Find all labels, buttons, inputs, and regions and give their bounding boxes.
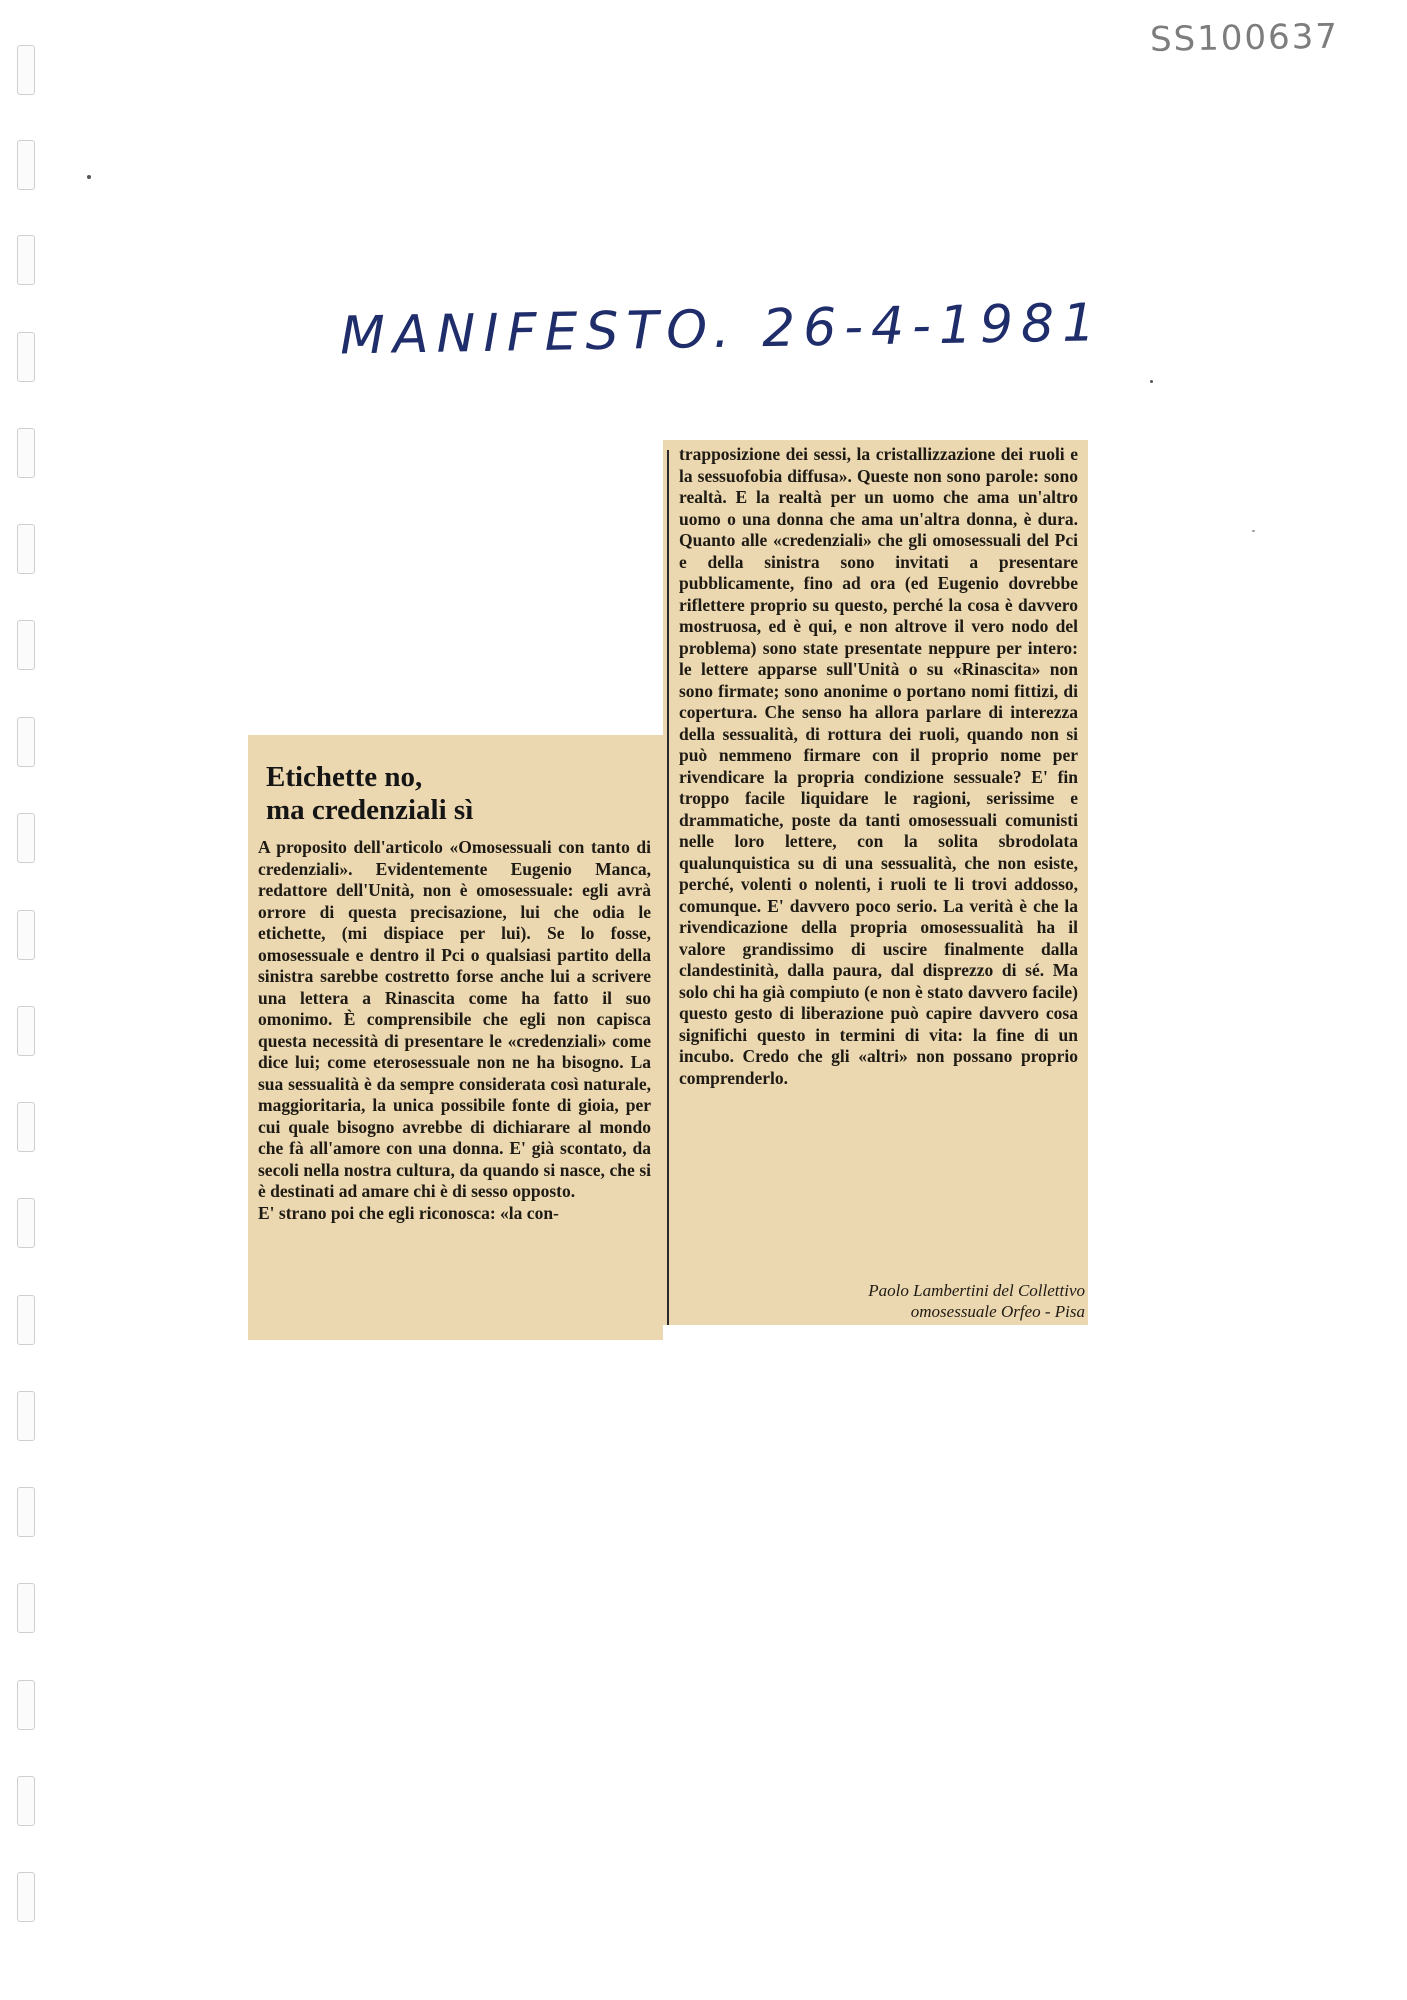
article-right-column: trapposizione dei sessi, la cristallizzazione dei ruoli e la sessuofobia diffusa». Queste non sono parole: sono realtà. E la realtà per un uomo che ama un'altro uomo o una donna che ama un'altra donna, è dura. Quanto alle «credenziali» che gli omosessuali del Pci e della sinistra sono invitati a presentare pubblicamente, fino ad ora (ed Eugenio dovrebbe riflettere proprio su questo, perché la cosa è davvero mostruosa, ed è qui, e non altrove il vero nodo del problema) sono state presentate neppure per intero: le lettere apparse sull'Unità o su «Rinascita» non sono firmate; sono anonime o portano nomi fittizi, di copertura. Che senso ha allora parlare di interezza della sessualità, di rottura dei ruoli, quando non si può nemmeno firmare con il proprio nome per rivendicare la propria condizione sessuale? E' fin troppo facile liquidare le ragioni, serissime e drammatiche, poste da tanti omosessuali comunisti nelle loro lettere, con la solita sbrodolata qualunquistica su di una sessualità, che non esiste, perché, volenti o nolenti, i ruoli te li trovi addosso, comunque. E' davvero poco serio. La verità è che la rivendicazione della propria omosessualità ha il valore grandissimo di uscire finalmente dalla clandestinità, dalla paura, dal disprezzo di sé. Ma solo chi ha già compiuto (e non è stato davvero facile) questo gesto di liberazione può capire davvero cosa significhi questo in termini di vita: la fine di un incubo. Credo che gli «altri» non possano proprio comprenderlo. (679, 444, 1078, 1088)
binder-hole (17, 1872, 35, 1922)
signature-line-2: omosessuale Orfeo - Pisa (910, 1302, 1085, 1321)
binder-hole (17, 620, 35, 670)
binder-hole (17, 910, 35, 960)
article-title-line-2: ma credenziali sì (266, 794, 474, 826)
article-title-line-1: Etichette no, (266, 761, 423, 793)
paper-speck (1252, 530, 1255, 532)
newspaper-clipping-right (663, 440, 1088, 1325)
binder-hole (17, 813, 35, 863)
binder-hole (17, 1391, 35, 1441)
archive-code-handwritten: SS100637 (1149, 16, 1340, 60)
source-note-handwritten: MANIFESTO. 26-4-1981 (339, 293, 1104, 367)
newspaper-clipping-left (248, 735, 663, 1340)
binder-hole (17, 1583, 35, 1633)
paper-speck (87, 175, 91, 179)
binder-hole (17, 1487, 35, 1537)
binder-hole (17, 1198, 35, 1248)
binder-hole (17, 332, 35, 382)
paper-speck (1150, 380, 1153, 383)
signature-line-1: Paolo Lambertini del Collettivo (868, 1281, 1085, 1300)
binder-hole (17, 235, 35, 285)
binder-hole (17, 717, 35, 767)
binder-hole (17, 45, 35, 95)
binder-hole (17, 140, 35, 190)
article-left-column: A proposito dell'articolo «Omosessuali con tanto di credenziali». Evidentemente Eugenio Manca, redattore dell'Unità, non è omosessuale: egli avrà orrore di questa precisazione, lui che odia le etichette, (mi dispiace per lui). Se lo fosse, omosessuale e dentro il Pci o qualsiasi partito della sinistra sarebbe costretto forse anche lui a scrivere una lettera a Rinascita come ha fatto il suo omonimo. È comprensibile che egli non capisca questa necessità di presentare le «credenziali» come dice lui; come eterosessuale non ne ha bisogno. La sua sessualità è da sempre considerata così naturale, maggioritaria, la unica possibile fonte di gioia, per cui quale bisogno avrebbe di dichiarare al mondo che fà all'amore con una donna. E' già scontato, da secoli nella nostra cultura, da quando si nasce, che si è destinati ad amare chi è di sesso opposto. E' strano poi che egli riconosca: «la con- (258, 837, 651, 1223)
article-signature (740, 1280, 1085, 1322)
binder-hole (17, 1295, 35, 1345)
binder-hole (17, 1776, 35, 1826)
binder-hole (17, 1680, 35, 1730)
binder-hole (17, 1006, 35, 1056)
article-title (266, 761, 651, 827)
binder-hole (17, 524, 35, 574)
binder-hole (17, 1102, 35, 1152)
binder-hole (17, 428, 35, 478)
